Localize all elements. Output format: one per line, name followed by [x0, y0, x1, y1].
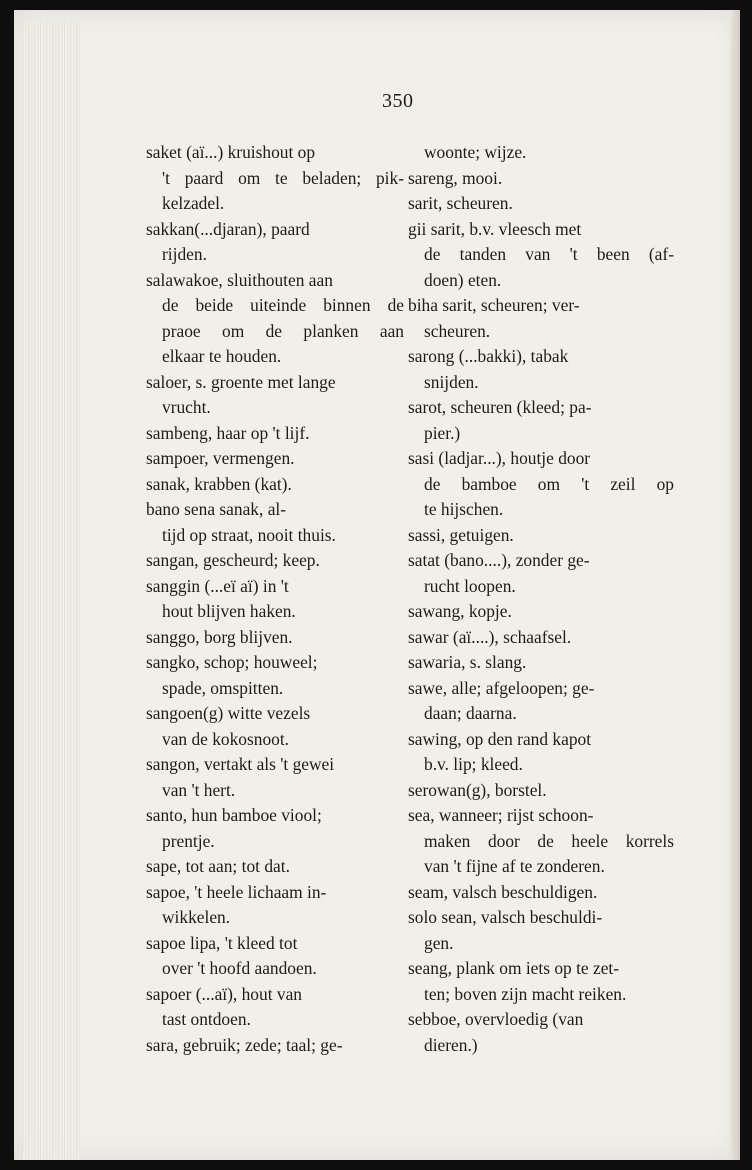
entry-continuation-line: ten; boven zijn macht reiken.: [424, 983, 627, 1004]
entry-headword-line: seam, valsch beschuldigen.: [408, 881, 598, 902]
dictionary-entry: [146, 854, 404, 880]
dictionary-entry: [146, 574, 404, 625]
entry-continuation-line: de bamboe om 't zeil op: [424, 473, 674, 494]
dictionary-entry: [408, 778, 674, 804]
entry-continuation-line: doen) eten.: [424, 269, 502, 290]
entry-headword-line: sawing, op den rand kapot: [408, 728, 592, 749]
entry-continuation-line: daan; daarna.: [424, 703, 517, 723]
dictionary-entry: [408, 344, 674, 395]
dictionary-entry: [408, 191, 674, 217]
entry-headword-line: sara, gebruik; zede; taal; ge-: [146, 1034, 343, 1055]
entry-headword-line: sangon, vertakt als 't gewei: [146, 754, 335, 774]
entry-headword-line: sape, tot aan; tot dat.: [146, 856, 290, 876]
dictionary-entry: [408, 166, 674, 192]
entry-headword-line: santo, hun bamboe viool;: [146, 805, 322, 825]
dictionary-entry: [146, 217, 404, 268]
entry-headword-line: sawaria, s. slang.: [408, 652, 527, 672]
entry-headword-line: seang, plank om iets op te zet-: [408, 958, 620, 978]
dictionary-entry: [146, 548, 404, 574]
dictionary-entry: [146, 421, 404, 447]
entry-continuation-line: tijd op straat, nooit thuis.: [162, 524, 336, 545]
dictionary-entry: [146, 446, 404, 472]
page-number: 350: [382, 90, 414, 112]
page-edge: [730, 10, 740, 1160]
entry-continuation-line: van de kokosnoot.: [162, 728, 290, 749]
entry-continuation-line: pier.): [424, 422, 461, 443]
dictionary-entry: [146, 497, 404, 548]
entry-headword-line: serowan(g), borstel.: [408, 779, 547, 800]
entry-headword-line: sanak, krabben (kat).: [146, 473, 292, 494]
dictionary-column-left: [146, 140, 404, 1058]
dictionary-entry: [146, 1033, 404, 1059]
entry-continuation-line: dieren.): [424, 1034, 478, 1055]
dictionary-entry: [146, 268, 404, 370]
entry-continuation-line: de beide uiteinde binnen de: [162, 295, 404, 315]
dictionary-entry: [408, 293, 674, 344]
entry-continuation-line: snijden.: [424, 371, 479, 392]
entry-continuation-line: scheuren.: [424, 320, 491, 341]
entry-continuation-line: vrucht.: [162, 397, 211, 417]
dictionary-entry: [408, 956, 674, 1007]
entry-continuation-line: te hijschen.: [424, 499, 504, 519]
entry-continuation-line: maken door de heele korrels: [424, 830, 674, 851]
dictionary-entry: [146, 880, 404, 931]
entry-headword-line: saloer, s. groente met lange: [146, 371, 336, 392]
dictionary-entry: [146, 752, 404, 803]
entry-headword-line: sebboe, overvloedig (van: [408, 1009, 584, 1029]
dictionary-entry: [408, 548, 674, 599]
entry-headword-line: solo sean, valsch beschuldi-: [408, 907, 603, 927]
dictionary-entry: [408, 523, 674, 549]
dictionary-entry: [408, 625, 674, 651]
entry-headword-line: bano sena sanak, al-: [146, 499, 287, 519]
dictionary-entry: [408, 217, 674, 294]
dictionary-entry: [146, 472, 404, 498]
dictionary-entry: [408, 676, 674, 727]
entry-continuation-line: rucht loopen.: [424, 575, 516, 596]
dictionary-entry: [408, 803, 674, 880]
entry-headword-line: gii sarit, b.v. vleesch met: [408, 218, 582, 239]
dictionary-entry: [146, 650, 404, 701]
entry-continuation-line: de tanden van 't been (af-: [424, 244, 674, 264]
entry-headword-line: sea, wanneer; rijst schoon-: [408, 805, 594, 825]
entry-continuation-line: praoe om de planken aan: [162, 320, 404, 341]
dictionary-entry: [408, 140, 674, 166]
dictionary-entry: [146, 931, 404, 982]
entry-headword-line: sampoer, vermengen.: [146, 448, 295, 468]
entry-headword-line: sapoer (...aï), hout van: [146, 983, 302, 1004]
entry-continuation-line: woonte; wijze.: [424, 142, 527, 162]
entry-headword-line: sassi, getuigen.: [408, 524, 514, 545]
entry-continuation-line: kelzadel.: [162, 193, 225, 213]
entry-continuation-line: prentje.: [162, 830, 215, 851]
dictionary-entry: [408, 599, 674, 625]
entry-headword-line: sanggo, borg blijven.: [146, 626, 293, 647]
entry-headword-line: sapoe, 't heele lichaam in-: [146, 881, 327, 902]
entry-headword-line: sapoe lipa, 't kleed tot: [146, 932, 298, 953]
entry-continuation-line: elkaar te houden.: [162, 346, 282, 366]
entry-headword-line: sakkan(...djaran), paard: [146, 218, 310, 239]
dictionary-entry: [408, 905, 674, 956]
entry-continuation-line: tast ontdoen.: [162, 1009, 251, 1029]
entry-headword-line: sarong (...bakki), tabak: [408, 346, 569, 366]
dictionary-entry: [408, 650, 674, 676]
entry-headword-line: salawakoe, sluithouten aan: [146, 269, 333, 290]
entry-continuation-line: b.v. lip; kleed.: [424, 754, 523, 774]
entry-headword-line: sanggin (...eï aï) in 't: [146, 575, 289, 596]
entry-headword-line: sangoen(g) witte vezels: [146, 703, 311, 723]
entry-headword-line: sawe, alle; afgeloopen; ge-: [408, 677, 595, 698]
entry-continuation-line: 't paard om te beladen; pik-: [162, 167, 404, 188]
entry-continuation-line: over 't hoofd aandoen.: [162, 958, 317, 978]
entry-continuation-line: gen.: [424, 932, 454, 953]
entry-headword-line: sarot, scheuren (kleed; pa-: [408, 397, 592, 417]
dictionary-entry: [146, 982, 404, 1033]
dictionary-entry: [146, 625, 404, 651]
entry-headword-line: sareng, mooi.: [408, 167, 503, 188]
dictionary-entry: [146, 803, 404, 854]
entry-headword-line: saket (aï...) kruishout op: [146, 142, 316, 162]
entry-headword-line: sawang, kopje.: [408, 601, 512, 621]
entry-headword-line: sawar (aï....), schaafsel.: [408, 626, 572, 647]
dictionary-entry: [146, 701, 404, 752]
entry-headword-line: biha sarit, scheuren; ver-: [408, 295, 580, 315]
dictionary-column-right: [408, 140, 674, 1058]
entry-headword-line: sangan, gescheurd; keep.: [146, 550, 320, 570]
page-gutter: [22, 20, 80, 1160]
dictionary-entry: [146, 140, 404, 217]
entry-headword-line: sasi (ladjar...), houtje door: [408, 448, 591, 468]
entry-continuation-line: spade, omspitten.: [162, 677, 284, 698]
dictionary-entry: [408, 395, 674, 446]
entry-headword-line: sangko, schop; houweel;: [146, 652, 318, 672]
dictionary-entry: [408, 880, 674, 906]
entry-continuation-line: hout blijven haken.: [162, 601, 296, 621]
entry-continuation-line: rijden.: [162, 244, 207, 264]
dictionary-entry: [408, 1007, 674, 1058]
entry-headword-line: sambeng, haar op 't lijf.: [146, 422, 310, 443]
entry-continuation-line: van 't hert.: [162, 779, 236, 800]
entry-continuation-line: van 't fijne af te zonderen.: [424, 856, 605, 876]
entry-headword-line: satat (bano....), zonder ge-: [408, 550, 590, 570]
dictionary-entry: [146, 370, 404, 421]
entry-continuation-line: wikkelen.: [162, 907, 231, 927]
entry-headword-line: sarit, scheuren.: [408, 193, 513, 213]
dictionary-entry: [408, 727, 674, 778]
dictionary-entry: [408, 446, 674, 523]
